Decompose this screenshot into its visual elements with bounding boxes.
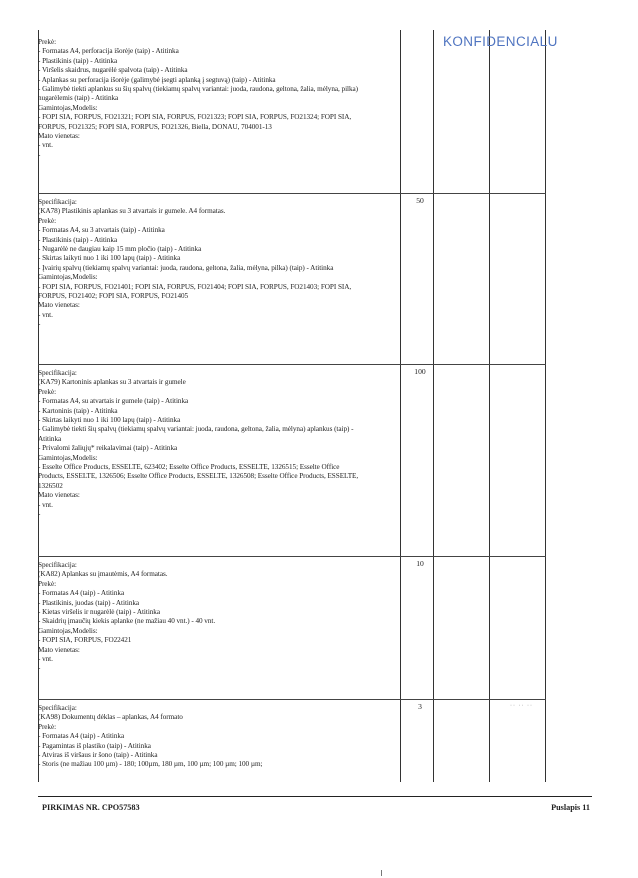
spec-line: Specifikacija:: [38, 369, 77, 377]
spec-line: Specifikacija:: [38, 561, 77, 569]
spec-line: - vnt.: [38, 500, 53, 509]
quantity-cell: 10: [416, 559, 424, 568]
spec-line: - Esselte Office Products, ESSELTE, 623402; Esselte Office Products, ESSELTE, 1326515; Esselte Office: [38, 463, 340, 472]
spec-row: [38, 369, 398, 520]
spec-line: nugarėlemis (taip) - Atitinka: [38, 94, 119, 103]
spec-line: Mato vienetas:: [38, 132, 80, 141]
spec-line: 1326502: [38, 481, 63, 490]
spec-line: Gamintojas,Modelis:: [38, 103, 98, 112]
spec-line: Prekė:: [38, 579, 57, 588]
spec-line: - Kietas viršelis ir nugarėlė (taip) - Atitinka: [38, 608, 160, 617]
spec-line: -: [38, 150, 41, 159]
spec-line: - Aplankas su perforacija išorėje (galimybė įsegti aplanką į segtuvą) (taip) - Atitinka: [38, 75, 276, 84]
spec-line: Prekė:: [38, 387, 57, 396]
spec-line: (KA98) Dokumentų dėklas – aplankas, A4 formato: [38, 713, 183, 722]
spec-line: Gamintojas,Modelis:: [38, 626, 98, 635]
spec-line: - Plastikinis (taip) - Atitinka: [38, 235, 118, 244]
spec-line: - Formatas A4 (taip) - Atitinka: [38, 732, 125, 741]
spec-line: - Skirtas laikyti nuo 1 iki 100 lapų (taip) - Atitinka: [38, 254, 181, 263]
spec-line: Mato vienetas:: [38, 645, 80, 654]
spec-line: Products, ESSELTE, 1326506; Esselte Office Products, ESSELTE, 1326508; Esselte Office Products, ESSELTE,: [38, 472, 359, 481]
row-separator: [38, 699, 546, 700]
spec-line: - Plastikinis, juodas (taip) - Atitinka: [38, 598, 140, 607]
spec-line: Specifikacija:: [38, 198, 77, 206]
spec-line: Prekė:: [38, 38, 57, 46]
spec-line: Mato vienetas:: [38, 301, 80, 310]
spec-line: Gamintojas,Modelis:: [38, 273, 98, 282]
quantity-cell: 100: [414, 367, 426, 376]
spec-line: FORPUS, FO21402; FOPI SIA, FORPUS, FO21405: [38, 292, 189, 301]
footer-rule: [38, 796, 592, 797]
column-border: [433, 30, 434, 782]
confidential-stamp: KONFIDENCIALU: [443, 34, 558, 49]
column-border: [545, 30, 546, 782]
spec-line: - Formatas A4 (taip) - Atitinka: [38, 589, 125, 598]
row-separator: [38, 193, 546, 194]
row-separator: [38, 556, 546, 557]
spec-line: - vnt.: [38, 655, 53, 664]
quantity-cell: 50: [416, 196, 424, 205]
spec-line: - Formatas A4, perforacija išorėje (taip) - Atitinka: [38, 47, 179, 56]
spec-line: Atitinka: [38, 434, 62, 443]
footer-procurement-number: PIRKIMAS NR. CPO57583: [42, 803, 140, 812]
spec-line: - FOPI SIA, FORPUS, FO21401; FOPI SIA, FORPUS, FO21404; FOPI SIA, FORPUS, FO21403; FOPI SIA,: [38, 282, 352, 291]
spec-line: - vnt.: [38, 141, 53, 150]
spec-line: (KA79) Kartoninis aplankas su 3 atvartais ir gumele: [38, 378, 186, 387]
spec-line: - Plastikinis (taip) - Atitinka: [38, 56, 118, 65]
quantity-cell: 3: [418, 702, 422, 711]
spec-line: - Galimybė tiekti aplankus su šių spalvų (tiekiamų spalvų variantai: juoda, raudona, geltona, žalia, mėlyna, pilka): [38, 85, 358, 94]
spec-line: Gamintojas,Modelis:: [38, 453, 98, 462]
spec-line: (KA82) Aplankas su įmautėmis, A4 formatas.: [38, 570, 168, 579]
spec-row: [38, 704, 398, 770]
spec-line: - FOPI SIA, FORPUS, FO22421: [38, 636, 132, 645]
spec-line: - Storis (ne mažiau 100 µm) - 180; 100µm, 180 µm, 100 µm; 100 µm; 100 µm;: [38, 760, 263, 769]
spec-line: - Kartoninis (taip) - Atitinka: [38, 406, 118, 415]
scan-artifact: ·· ·· ··: [510, 703, 533, 709]
spec-row: [38, 198, 398, 330]
spec-row: [38, 561, 398, 674]
spec-line: - Pagamintas iš plastiko (taip) - Atitinka: [38, 741, 151, 750]
spec-line: - Įvairių spalvų (tiekiamų spalvų variantai: juoda, raudona, geltona, žalia, mėlyna, pilka) (taip) - Atitinka: [38, 263, 334, 272]
spec-line: - Formatas A4, su 3 atvartais (taip) - Atitinka: [38, 226, 165, 235]
spec-line: - Skirtas laikyti nuo 1 iki 100 lapų (taip) - Atitinka: [38, 416, 181, 425]
scan-artifact: [381, 870, 382, 876]
spec-row: [38, 38, 398, 160]
column-border: [489, 30, 490, 782]
spec-line: - FOPI SIA, FORPUS, FO21321; FOPI SIA, FORPUS, FO21323; FOPI SIA, FORPUS, FO21324; FOPI SIA,: [38, 113, 352, 122]
spec-line: Prekė:: [38, 722, 57, 731]
spec-line: - vnt.: [38, 310, 53, 319]
spec-line: - Formatas A4, su atvartais ir gumele (taip) - Atitinka: [38, 397, 189, 406]
spec-line: (KA78) Plastikinis aplankas su 3 atvartais ir gumele. A4 formatas.: [38, 207, 226, 216]
spec-line: - Nugarėlė ne daugiau kaip 15 mm pločio (taip) - Atitinka: [38, 245, 202, 254]
spec-line: -: [38, 320, 41, 329]
spec-line: - Privalomi žaliųjų* reikalavimai (taip) - Atitinka: [38, 444, 178, 453]
spec-line: FORPUS, FO21325; FOPI SIA, FORPUS, FO21326, Biella, DONAU, 704001-13: [38, 122, 272, 131]
spec-line: -: [38, 510, 41, 519]
spec-line: - Skaidrių įmaučių kiekis aplanke (ne mažiau 40 vnt.) - 40 vnt.: [38, 617, 216, 626]
footer-page-number: Puslapis 11: [551, 803, 590, 812]
spec-line: - Atviras iš viršaus ir šono (taip) - Atitinka: [38, 751, 158, 760]
spec-line: -: [38, 664, 41, 673]
spec-line: Specifikacija:: [38, 704, 77, 712]
row-separator: [38, 364, 546, 365]
column-border: [400, 30, 401, 782]
spec-line: Prekė:: [38, 216, 57, 225]
spec-line: Mato vienetas:: [38, 491, 80, 500]
spec-line: - Viršelis skaidrus, nugarėlė spalvota (taip) - Atitinka: [38, 66, 188, 75]
spec-line: - Galimybė tiekti šių spalvų (tiekiamų spalvų variantai: juoda, raudona, geltona, žalia, mėlyna) aplankus (taip) -: [38, 425, 354, 434]
